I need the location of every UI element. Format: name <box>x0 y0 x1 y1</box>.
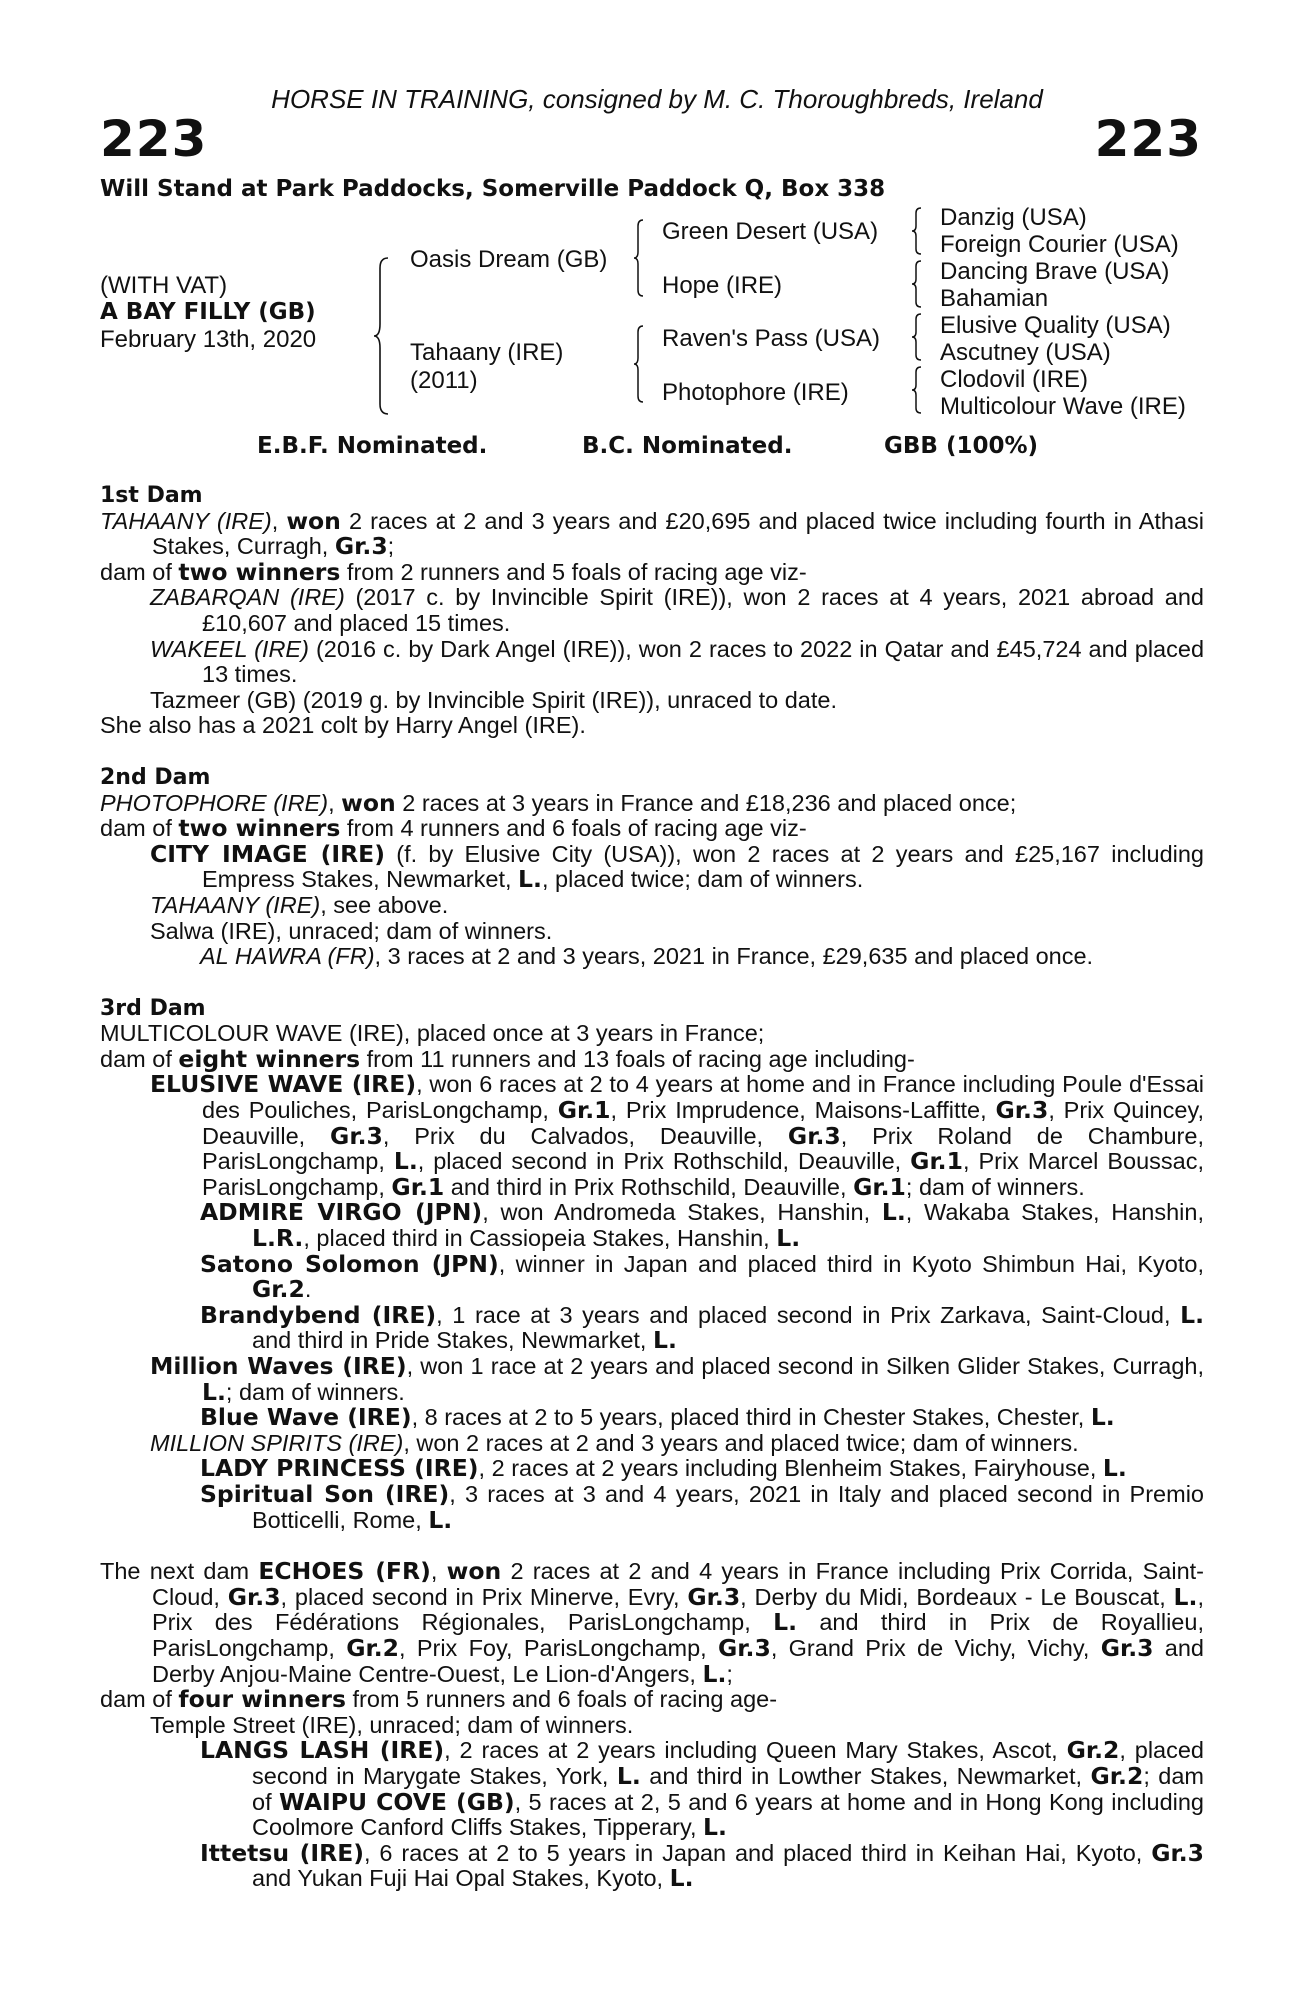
produce-entry: CITY IMAGE (IRE) (f. by Elusive City (USA)), won 2 races at 2 years and £25,167 including Empress Stakes, Newmarket, L., placed twice; dam of winners. <box>150 839 1205 894</box>
gbb-rating: GBB (100%) <box>884 433 1039 459</box>
horse-description: A BAY FILLY (GB) <box>100 299 316 325</box>
pedigree-brace-g1 <box>910 206 924 256</box>
pedigree-brace-g3 <box>910 312 924 362</box>
produce-entry: Ittetsu (IRE), 6 races at 2 to 5 years in Japan and placed third in Keihan Hai, Kyoto, Gr.3 and Yukan Fuji Hai Opal Stakes, Kyoto, L. <box>200 1838 1205 1893</box>
produce-entry: AL HAWRA (FR), 3 races at 2 and 3 years, 2021 in France, £29,635 and placed once. <box>200 943 1094 970</box>
produce-entry: Brandybend (IRE), 1 race at 3 years and placed second in Prix Zarkava, Saint-Cloud, L. and third in Pride Stakes, Newmarket, L. <box>200 1300 1204 1355</box>
produce-entry: TAHAANY (IRE), see above. <box>150 891 449 918</box>
stand-location: Will Stand at Park Paddocks, Somerville Paddock Q, Box 338 <box>100 176 886 202</box>
pedigree-g7: Clodovil (IRE) <box>940 366 1089 393</box>
catalogue-header: HORSE IN TRAINING, consigned by M. C. Thoroughbreds, Ireland <box>271 84 1043 114</box>
pedigree-sire-sire: Green Desert (USA) <box>662 218 879 245</box>
pedigree-g4: Bahamian <box>940 285 1049 312</box>
pedigree-g1: Danzig (USA) <box>940 204 1087 231</box>
produce-entry: ELUSIVE WAVE (IRE), won 6 races at 2 to 4 years at home and in France including Poule d'Essai des Pouliches, ParisLongchamp, Gr.1, Prix Imprudence, Maisons-Laffitte, Gr.3, Prix Quincey, Deauville, Gr.3, Prix du Calvados, Deauville, Gr.3, Prix Roland de Chambure, ParisLongchamp, L., placed second in Prix Rothschild, Deauville, Gr.1, Prix Marcel Boussac, ParisLongchamp, Gr.1 and third in Prix Rothschild, Deauville, Gr.1; dam of winners. <box>150 1070 1204 1201</box>
first-dam-heading: 1st Dam <box>100 483 203 508</box>
foaling-date: February 13th, 2020 <box>100 326 317 353</box>
lot-number-left: 223 <box>100 110 208 168</box>
pedigree-g6: Ascutney (USA) <box>940 339 1111 366</box>
produce-entry: MILLION SPIRITS (IRE), won 2 races at 2 and 3 years and placed twice; dam of winners. <box>150 1429 1079 1456</box>
third-dam-record: MULTICOLOUR WAVE (IRE), placed once at 3 years in France; <box>100 1020 765 1047</box>
bc-nomination: B.C. Nominated. <box>582 433 793 459</box>
second-dam-produce-summary: dam of two winners from 4 runners and 6 foals of racing age viz- <box>100 814 807 843</box>
next-dam-record: The next dam ECHOES (FR), won 2 races at 2 and 4 years in France including Prix Corrida, Saint-Cloud, Gr.3, placed second in Prix Minerve, Evry, Gr.3, Derby du Midi, Bordeaux - Le Bouscat, L., Prix des Fédérations Régionales, ParisLongchamp, L. and third in Prix de Royallieu, ParisLongchamp, Gr.2, Prix Foy, ParisLongchamp, Gr.3, Grand Prix de Vichy, Vichy, Gr.3 and Derby Anjou-Maine Centre-Ouest, Le Lion-d'Angers, L.; <box>100 1557 1204 1688</box>
ebf-nomination: E.B.F. Nominated. <box>257 433 488 459</box>
second-dam-heading: 2nd Dam <box>100 764 211 790</box>
produce-entry: ZABARQAN (IRE) (2017 c. by Invincible Spirit (IRE)), won 2 races at 4 years, 2021 abroad and £10,607 and placed 15 times. <box>150 584 1204 636</box>
produce-entry: Satono Solomon (JPN), winner in Japan and placed third in Kyoto Shimbun Hai, Kyoto, Gr.2. <box>200 1249 1204 1304</box>
produce-note: She also has a 2021 colt by Harry Angel (IRE). <box>100 712 586 739</box>
third-dam-produce-summary: dam of eight winners from 11 runners and 13 foals of racing age including- <box>100 1044 915 1073</box>
pedigree-brace-sire <box>632 218 646 298</box>
pedigree-notes <box>100 483 1204 1892</box>
produce-entry: Temple Street (IRE), unraced; dam of winners. <box>150 1711 634 1738</box>
pedigree-brace-dam <box>632 324 646 404</box>
pedigree-brace-g2 <box>910 259 924 309</box>
second-dam-record: PHOTOPHORE (IRE), won 2 races at 3 years in France and £18,236 and placed once; <box>100 788 1017 817</box>
pedigree-brace-g4 <box>910 365 924 415</box>
pedigree-g8: Multicolour Wave (IRE) <box>940 393 1186 420</box>
produce-entry: LANGS LASH (IRE), 2 races at 2 years including Queen Mary Stakes, Ascot, Gr.2, placed second in Marygate Stakes, York, L. and third in Lowther Stakes, Newmarket, Gr.2; dam of WAIPU COVE (GB), 5 races at 2, 5 and 6 years at home and in Hong Kong including Coolmore Canford Cliffs Stakes, Tipperary, L. <box>200 1736 1205 1842</box>
third-dam-heading: 3rd Dam <box>100 995 206 1021</box>
lot-number-right: 223 <box>1094 110 1202 168</box>
pedigree-g3: Dancing Brave (USA) <box>940 258 1170 285</box>
pedigree-dam-dam: Photophore (IRE) <box>662 379 849 406</box>
pedigree-dam-sire: Raven's Pass (USA) <box>662 325 880 352</box>
vat-note: (WITH VAT) <box>100 272 228 299</box>
first-dam-record: TAHAANY (IRE), won 2 races at 2 and 3 years and £20,695 and placed twice including fourth in Athasi Stakes, Curragh, Gr.3; <box>100 506 1205 561</box>
next-dam-produce-summary: dam of four winners from 5 runners and 6 foals of racing age- <box>100 1685 778 1714</box>
pedigree-brace-main <box>372 256 392 416</box>
produce-entry: LADY PRINCESS (IRE), 2 races at 2 years including Blenheim Stakes, Fairyhouse, L. <box>200 1454 1127 1483</box>
produce-entry: ADMIRE VIRGO (JPN), won Andromeda Stakes, Hanshin, L., Wakaba Stakes, Hanshin, L.R., placed third in Cassiopeia Stakes, Hanshin, L. <box>200 1198 1205 1253</box>
pedigree-dam-year: (2011) <box>410 367 478 394</box>
produce-entry: Salwa (IRE), unraced; dam of winners. <box>150 917 553 944</box>
produce-entry: Spiritual Son (IRE), 3 races at 3 and 4 years, 2021 in Italy and placed second in Premio Botticelli, Rome, L. <box>200 1479 1204 1534</box>
first-dam-produce-summary: dam of two winners from 2 runners and 5 foals of racing age viz- <box>100 557 807 586</box>
pedigree-dam: Tahaany (IRE) <box>410 339 564 366</box>
produce-entry: Blue Wave (IRE), 8 races at 2 to 5 years, placed third in Chester Stakes, Chester, L. <box>200 1403 1115 1432</box>
pedigree-sire: Oasis Dream (GB) <box>410 246 608 273</box>
produce-entry: WAKEEL (IRE) (2016 c. by Dark Angel (IRE)), won 2 races to 2022 in Qatar and £45,724 and placed 13 times. <box>150 635 1205 688</box>
pedigree-g5: Elusive Quality (USA) <box>940 312 1171 339</box>
produce-entry: Million Waves (IRE), won 1 race at 2 years and placed second in Silken Glider Stakes, Curragh, L.; dam of winners. <box>150 1352 1205 1406</box>
produce-entry: Tazmeer (GB) (2019 g. by Invincible Spirit (IRE)), unraced to date. <box>150 686 838 713</box>
pedigree-sire-dam: Hope (IRE) <box>662 272 783 299</box>
pedigree-g2: Foreign Courier (USA) <box>940 231 1179 258</box>
